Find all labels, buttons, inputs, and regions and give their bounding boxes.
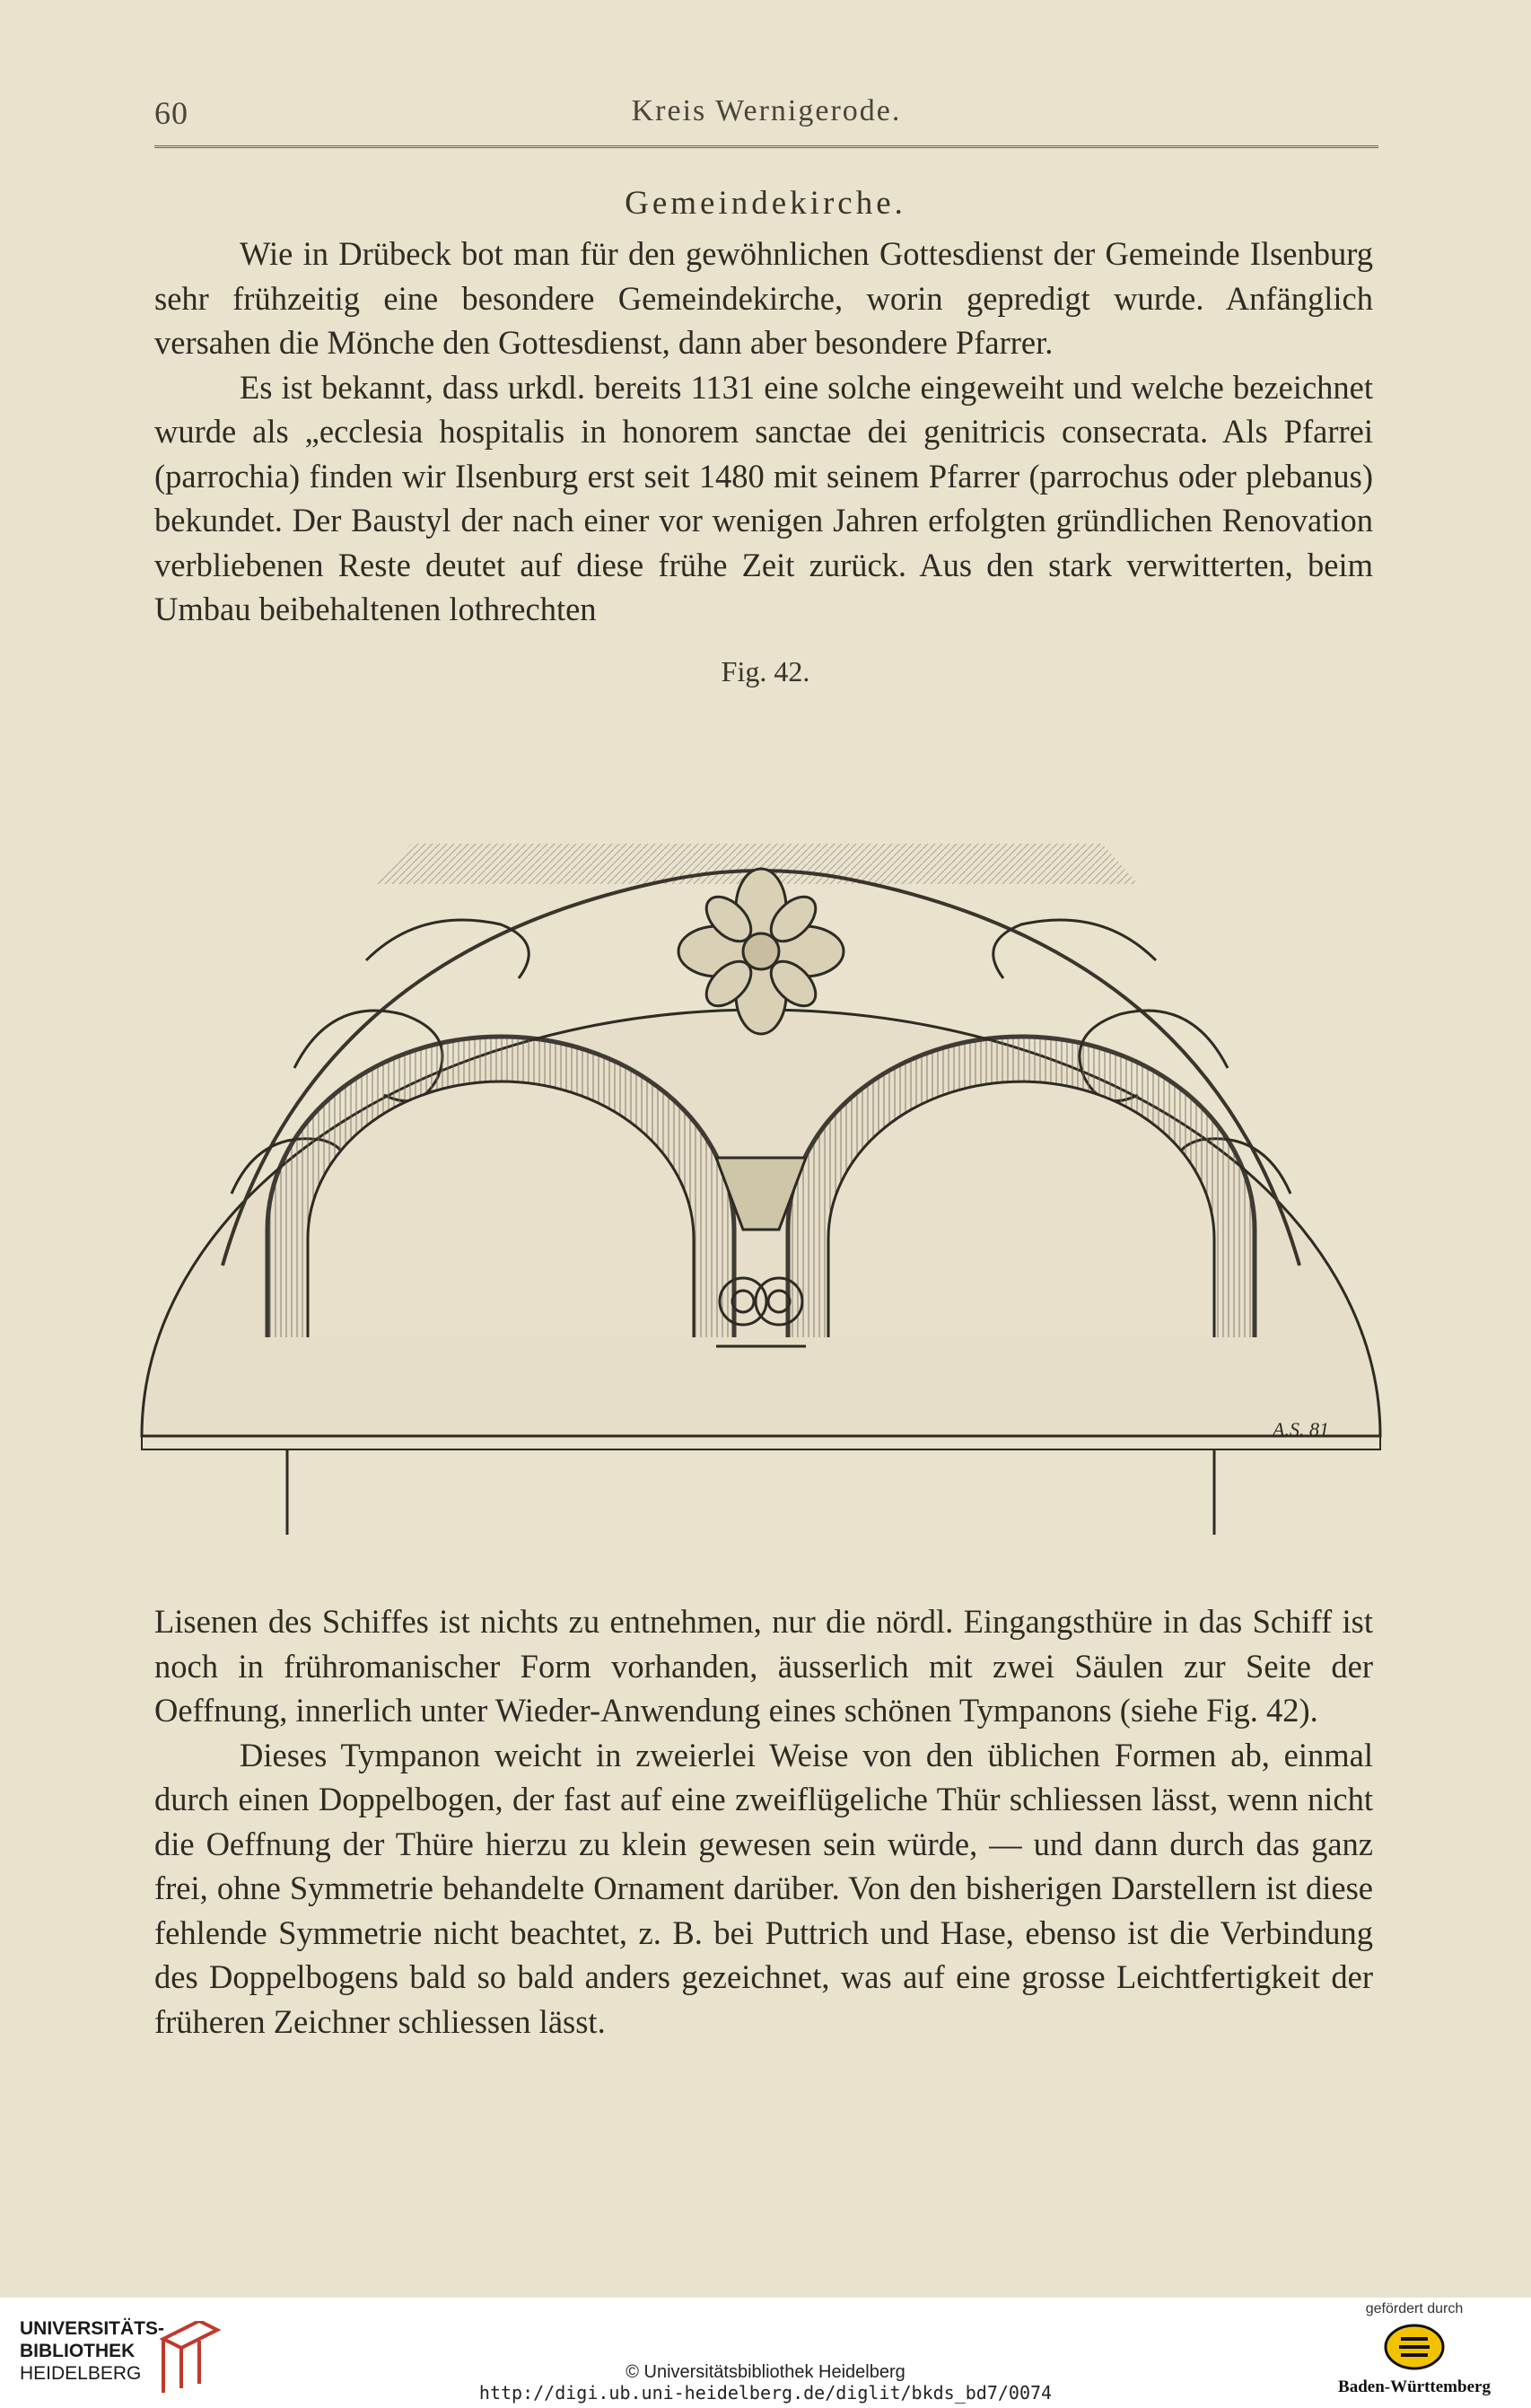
tympanon-illustration [133,727,1389,1557]
figure-signature: A.S. 81 [1273,1418,1329,1440]
body-text-top [154,232,1373,632]
running-title: Kreis Wernigerode. [631,94,902,127]
footer-bar [0,2298,1531,2408]
copyright-notice: © Universitätsbibliothek Heidelberg [626,2362,905,2382]
sponsor-name: Baden-Württemberg [1338,2377,1491,2396]
sponsor-label: gefördert durch [1365,2301,1464,2316]
header-rule [154,145,1378,148]
paragraph: Lisenen des Schiffes ist nichts zu entnehmen, nur die nördl. Eingangsthüre in das Schiff ist noch in frühromanischer Form vorhanden, äusserlich mit zwei Säulen zur Seite der Oeffnung, innerlich unter Wieder-Anwendung eines schönen Tympanons (siehe Fig. 42). [154,1603,1373,1729]
sponsor-block [1325,2301,1504,2397]
page-number: 60 [154,95,188,131]
state-crest-icon [1383,2323,1446,2371]
running-head [154,94,1378,139]
figure-caption: Fig. 42. [721,655,810,687]
section-title: Gemeindekirche. [625,185,906,222]
permalink-url[interactable]: http://digi.ub.uni-heidelberg.de/diglit/bkds_bd7/0074 [478,2382,1053,2404]
body-text-bottom [154,1599,1373,2044]
paragraph: Es ist bekannt, dass urkdl. bereits 1131 eine solche eingeweiht und welche bezeichnet wurde als „ecclesia hospitalis in honorem sanctae dei genitricis consecrata. Als Pfarrei (parrochia) finden wir Ilsenburg erst seit 1480 mit seinem Pfarrer (parrochus oder plebanus) bekundet. Der Baustyl der nach einer vor wenigen Jahren erfolgten gründlichen Renovation verbliebenen Reste deutet auf diese frühe Zeit zurück. Aus den stark verwitterten, beim Umbau beibehaltenen lothrechten [154,368,1373,627]
library-name: UNIVERSITÄTS- BIBLIOTHEK HEIDELBERG [20,2318,165,2384]
paragraph: Dieses Tympanon weicht in zweierlei Weise von den üblichen Formen ab, einmal durch einen Doppelbogen, der fast auf eine zweiflügeliche Thür schliessen lässt, wenn nicht die Oeffnung der Thüre hierzu zu klein gewesen sein würde, — und dann durch das ganz frei, ohne Symmetrie behandelte Ornament darüber. Von den bisherigen Darstellern ist diese fehlende Symmetrie nicht beachtet, z. B. bei Puttrich und Hase, ebenso ist die Verbindung des Doppelbogens bald so bald anders gezeichnet, was auf eine grosse Leichtfertigkeit der früheren Zeichner schliessen lässt. [154,1736,1373,2040]
paragraph: Wie in Drübeck bot man für den gewöhnlichen Gottesdienst der Gemeinde Ilsenburg sehr frühzeitig eine besondere Gemeindekirche, worin gepredigt wurde. Anfänglich versahen die Mönche den Gottesdienst, dann aber besondere Pfarrer. [154,235,1373,361]
tympanon-drawing [133,727,1389,1553]
